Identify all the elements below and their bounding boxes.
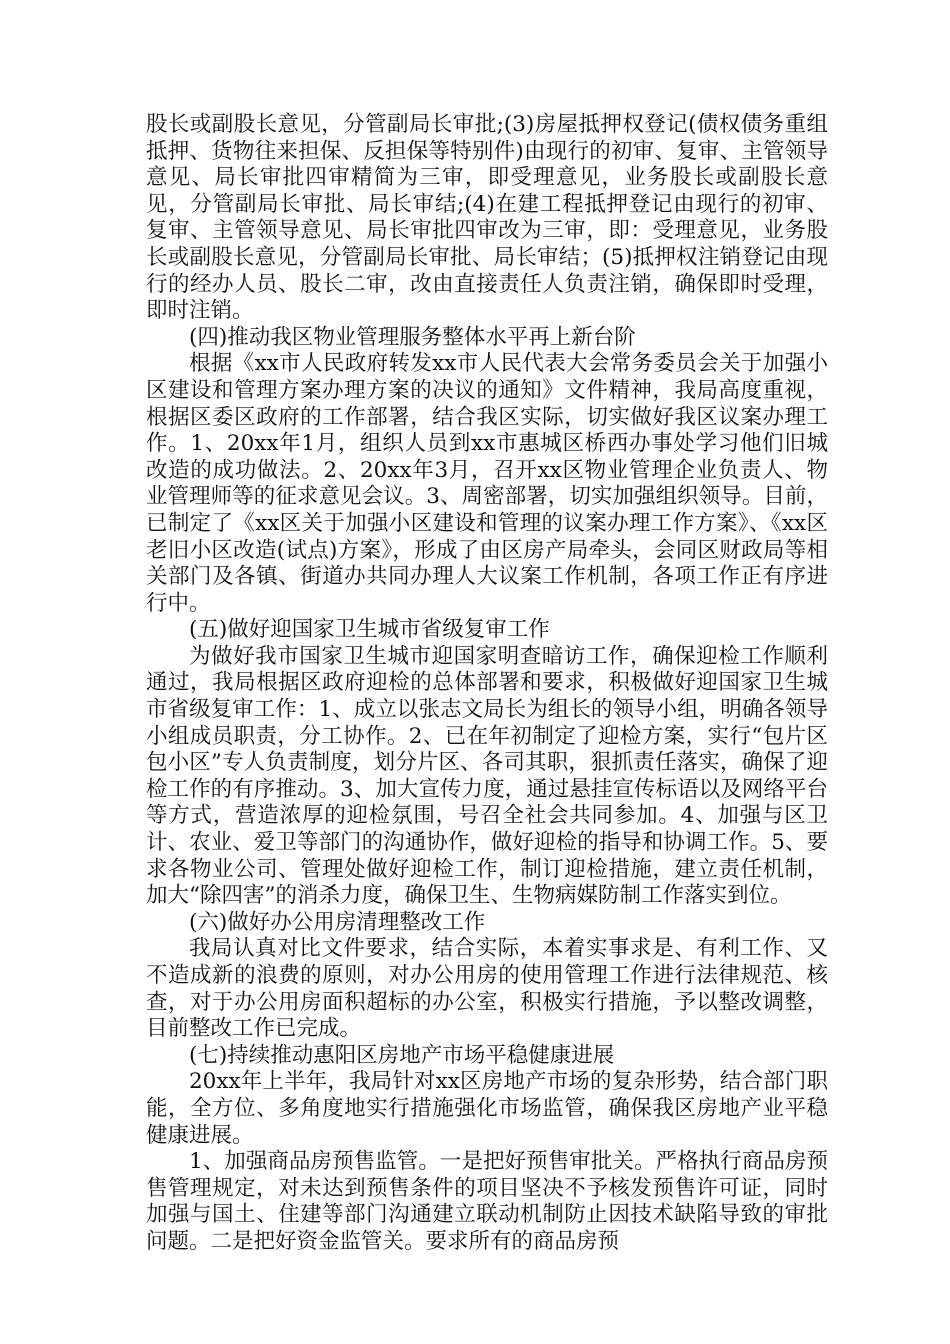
section-heading: (五)做好迎国家卫生城市省级复审工作 [189, 617, 550, 643]
body-paragraph: 我局认真对比文件要求，结合实际，本着实事求是、有利工作、又不造成新的浪费的原则，对办公用房的使用管理工作进行法律规范、核查，对于办公用房面积超标的办公室，积极实行措施，予以整改调整，目前整改工作已完成。 [146, 936, 828, 1042]
body-paragraph: 根据《xx市人民政府转发xx市人民代表大会常务委员会关于加强小区建设和管理方案办理方案的决议的通知》文件精神，我局高度重视，根据区委区政府的工作部署，结合我区实际，切实做好我区议案办理工作。1、20xx年1月，组织人员到xx市惠城区桥西办事处学习他们旧城改造的成功做法。2、20xx年3月，召开xx区物业管理企业负责人、物业管理师等的征求意见会议。3、周密部署，切实加强组织领导。目前，已制定了《xx区关于加强小区建设和管理的议案办理工作方案》、《xx区老旧小区改造(试点)方案》，形成了由区房产局牵头，会同区财政局等相关部门及各镇、街道办共同办理人大议案工作机制，各项工作正有序进行中。 [146, 351, 828, 616]
body-paragraph: 20xx年上半年，我局针对xx区房地产市场的复杂形势，结合部门职能，全方位、多角度地实行措施强化市场监管，确保我区房地产业平稳健康进展。 [146, 1069, 828, 1148]
document-page [146, 112, 828, 1256]
body-paragraph: 股长或副股长意见，分管副局长审批;(3)房屋抵押权登记(债权债务重组抵押、货物往来担保、反担保等特别件)由现行的初审、复审、主管领导意见、局长审批四审精简为三审，即受理意见，业务股长或副股长意见，分管副局长审批、局长审结;(4)在建工程抵押登记由现行的初审、复审、主管领导意见、局长审批四审改为三审，即：受理意见，业务股长或副股长意见，分管副局长审批、局长审结；(5)抵押权注销登记由现行的经办人员、股长二审，改由直接责任人负责注销，确保即时受理，即时注销。 [146, 112, 828, 324]
body-paragraph: 为做好我市国家卫生城市迎国家明查暗访工作，确保迎检工作顺利通过，我局根据区政府迎检的总体部署和要求，积极做好迎国家卫生城市省级复审工作：1、成立以张志文局长为组长的领导小组，明确各领导小组成员职责，分工协作。2、已在年初制定了迎检方案，实行“包片区包小区”专人负责制度，划分片区、各司其职，狠抓责任落实，确保了迎检工作的有序推动。3、加大宣传力度，通过悬挂宣传标语以及网络平台等方式，营造浓厚的迎检氛围，号召全社会共同参加。4、加强与区卫计、农业、爱卫等部门的沟通协作，做好迎检的指导和协调工作。5、要求各物业公司、管理处做好迎检工作，制订迎检措施，建立责任机制，加大“除四害”的消杀力度，确保卫生、生物病媒防制工作落实到位。 [146, 643, 828, 909]
section-heading: (七)持续推动惠阳区房地产市场平稳健康进展 [189, 1042, 615, 1068]
section-heading: (四)推动我区物业管理服务整体水平再上新台阶 [189, 324, 636, 350]
section-heading: (六)做好办公用房清理整改工作 [189, 909, 486, 935]
body-paragraph: 1、加强商品房预售监管。一是把好预售审批关。严格执行商品房预售管理规定，对未达到预售条件的项目坚决不予核发预售许可证，同时加强与国土、住建等部门沟通建立联动机制防止因技术缺陷导致的审批问题。二是把好资金监管关。要求所有的商品房预 [146, 1149, 828, 1254]
